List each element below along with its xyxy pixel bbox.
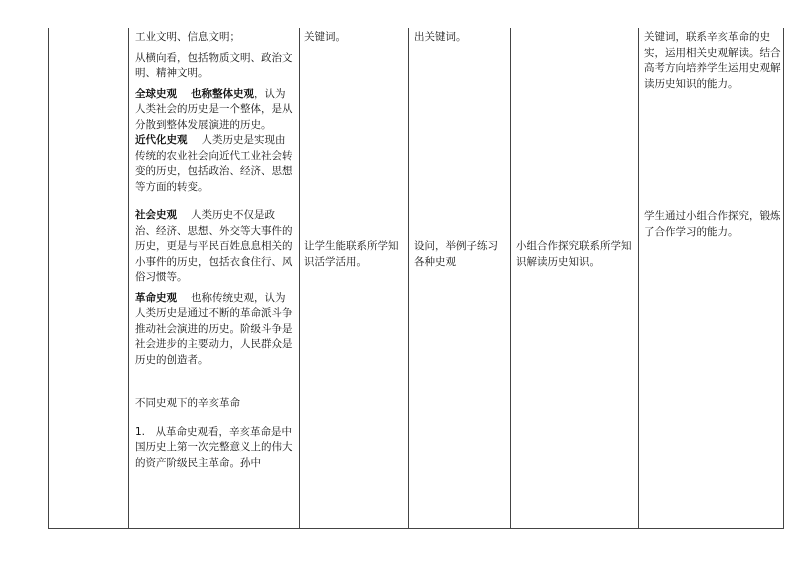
design-intent-mid-cell (644, 209, 782, 240)
global-view-term: 全球史观 (135, 87, 177, 100)
column-divider-6 (638, 28, 639, 529)
content-paragraph-xinhai-point-1: 1. 从革命史观看，辛亥革命是中国历史上第一次完整意义上的伟大的资产阶级民主革命。孙中 (135, 425, 293, 469)
content-paragraph-modernization-view (135, 133, 295, 195)
design-intent-mid-text: 学生通过小组合作探究，锻炼了合作学习的能力。 (644, 210, 781, 238)
teacher-activity-top-cell (304, 30, 404, 46)
column-divider-2 (128, 28, 129, 529)
content-paragraph-revolution-view (135, 291, 295, 369)
modernization-view-term: 近代化史观 (135, 134, 188, 146)
revolution-view-term: 革命史观 (135, 291, 177, 304)
modernization-view-definition: 人类历史是实现由传统的农业社会向近代工业社会转变的历史，包括政治、经济、思想等方面的转变。 (135, 134, 293, 193)
column-divider-1 (48, 28, 49, 529)
student-activity-mid-text: 设问，举例子练习各种史观 (414, 240, 498, 268)
content-paragraph-social-view (135, 208, 295, 286)
global-view-definition: ，认为人类社会的历史是一个整体，是从分散到整体发展演进的历史。 (135, 87, 293, 131)
teacher-activity-top-text: 关键词。 (304, 31, 346, 43)
student-activity-mid-cell (414, 239, 506, 270)
content-heading-xinhai: 不同史观下的辛亥革命 (135, 397, 240, 409)
column-divider-7 (783, 28, 784, 529)
column-divider-4 (408, 28, 409, 529)
social-view-definition: 人类历史不仅是政治、经济、思想、外交等大事件的历史，更是与平民百姓息息相关的小事件的历史，包括衣食住行、风俗习惯等。 (135, 209, 293, 283)
content-paragraph-civilization-types: 工业文明、信息文明； (135, 31, 240, 43)
teacher-activity-mid-cell (304, 239, 406, 270)
content-paragraph-global-view (135, 87, 295, 134)
revolution-view-definition: 也称传统史观，认为人类历史是通过不断的革命派斗争推动社会演进的历史。阶级斗争是社会进步的主要动力，人民群众是历史的创造者。 (135, 291, 293, 366)
global-view-alias: 也称整体史观 (191, 87, 254, 100)
social-view-term: 社会史观 (135, 209, 177, 221)
content-cell (135, 30, 295, 471)
group-activity-mid-text: 小组合作探究联系所学知识解读历史知识。 (516, 240, 632, 268)
table-bottom-border (48, 528, 783, 529)
content-paragraph-horizontal-view: 从横向看，包括物质文明、政治文明、精神文明。 (135, 51, 293, 79)
design-intent-top-text: 关键词，联系辛亥革命的史实，运用相关史观解读。结合高考方向培养学生运用史观解读历史知识的能力。 (644, 31, 781, 90)
student-activity-top-cell (414, 30, 506, 46)
column-divider-3 (299, 28, 300, 529)
group-activity-mid-cell (516, 239, 636, 270)
design-intent-top-cell (644, 30, 782, 92)
teacher-activity-mid-text: 让学生能联系所学知识活学活用。 (304, 240, 399, 268)
column-divider-5 (510, 28, 511, 529)
student-activity-top-text: 出关键词。 (414, 31, 467, 43)
